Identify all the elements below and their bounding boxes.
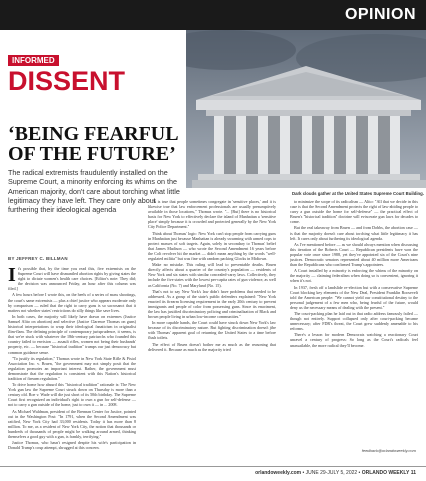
article-column-3 xyxy=(290,199,418,464)
footer-publication: ORLANDO WEEKLY xyxy=(361,470,410,476)
footer-text: orlandoweekly.com • JUNE 29-JULY 5, 2022 • ORLANDO WEEKLY 11 xyxy=(255,470,416,476)
paragraph: A Court installed by a minority is enforcing the whims of the minority on the majority — claiming federalism when doing so is convenient, ignoring it when it's not. xyxy=(290,268,418,284)
paragraph: A few hours before I wrote this, on the heels of a series of mass shootings, the court's same extremists — plus a chief justice who appears moderate only by comparison — ruled that the right to carry guns is so sacrosanct that it matters not whether states' restrictions do silly things like save lives. xyxy=(8,292,136,313)
building-illustration xyxy=(186,30,426,188)
article-column-2 xyxy=(148,199,276,464)
supreme-court-photo xyxy=(186,30,426,188)
paragraph: Make no mistake. This ruling will lead to preventable deaths. Bruen directly affects about a quarter of the country's population — residents of New York and six states with similar concealed-carry laws. Collectively, they include the five states with the lowest per-capita rates of gun violence, as well as California (No. 7) and Maryland (No. 15). xyxy=(148,262,276,288)
paragraph: That's not to say New York's law didn't have problems that needed to be addressed. As a group of the state's public defenders explained: "New York enacted its firearm licensing requirement in the early 20th century to prevent immigrants and people of color from possessing guns. Since its enactment, the law has justified discriminatory policing and criminalization of Black and brown people living in urban low-income communities." xyxy=(148,288,276,320)
paragraph: To drive home how absurd this "historical tradition" rationale is: The New York gun law the Supreme Court struck down on Thursday is more than a century old. Roe v. Wade will die just short of its 50th birthday. The Supreme Court first recognized an individual's right to own a gun for self-defense — not to carry a gun outside of the home, just to own it — in ... 2008. xyxy=(8,382,136,408)
paragraph: As Michael Waldman, president of the Brennan Center for Justice, pointed out in the Washington Post: "In 1791, when the Second Amendment was ratified, New York City had 33,000 residents. Today it has more than 8 million. To me, as a resident of New York City, the notion that thousands or hundreds of thousands of people might be walking around armed, thinking themselves a good guy with a gun, is frankly, terrifying." xyxy=(8,408,136,439)
section-header-bar xyxy=(0,0,426,30)
paragraph: The effect of Bruen doesn't bother me as much as the reasoning that delivered it. Because as much as the majority tried xyxy=(148,341,276,352)
paragraph: There's a lesson for modern Democrats watching a reactionary Court unravel a century of progress: So long as the Court's radicals feel unassailable, the more radical they'll become. xyxy=(290,332,418,348)
footer-issue: JUNE 29-JULY 5, 2022 xyxy=(305,470,358,476)
paragraph: But the real takeaway from Bruen — and from Dobbs, the abortion case — is that the majority doesn't care about torching what little legitimacy it has left. It cares only about furthering its ideological agenda. xyxy=(290,225,418,241)
logo-top-text: INFORMED xyxy=(8,55,59,66)
page-footer xyxy=(0,466,426,481)
photo-caption: Dark clouds gather at the United States Supreme Court Building. xyxy=(291,191,424,196)
byline: BY JEFFREY C. BILLMAN xyxy=(8,256,68,261)
paragraph: to minimize the scope of its radicalism — Alito: "All that we decide in this case is that the Second Amendment protects the right of law-abiding people to carry a gun outside the home for self-defense" — the practical effect of Bruen's "historical tradition" doctrine will eviscerate gun laws for decades to come. xyxy=(290,199,418,225)
deck: The radical extremists fraudulently installed on the Supreme Court, a minority enforcing its whims on the American majority, don't care about torching what little legitimacy they have left. They care only about furthering their ideological agenda xyxy=(8,168,180,215)
paragraph: As I've mentioned before — as we should always mention when discussing this iteration of the Roberts Court — Republican presidents have won the popular vote once since 1988, yet they've appointed six of the Court's nine justices. Democratic senators represented about 40 million more Americans than the Republicans who confirmed Trump's appointees. xyxy=(290,241,418,268)
paragraph: "It is true that people sometimes congregate in 'sensitive places,' and it is likewise true that law enforcement professionals are usually presumptively available in those locations," Thomas wrote. "... [But] there is no historical basis for New York to effectively declare the island of Manhattan a 'sensitive place' simply because it is crowded and protected generally by the New York City Police Department." xyxy=(148,199,276,230)
drop-cap: I xyxy=(8,266,16,286)
paragraph: It's possible that, by the time you read this, five extremists on the Supreme Court will have dismantled abortion rights by giving states the right to dictate women's health care choices. [Editor's note: They did; the decision was announced Friday, an hour after this column was filed.] xyxy=(8,266,136,292)
paragraph: In 1937, fresh off a landslide re-election but with a conservative Supreme Court blocking key elements of the New Deal, President Franklin Roosevelt told the American people: "We cannot yield our constitutional destiny to the personal judgement of a few men who, being fearful of the future, would deny us the necessary means of dealing with the present." xyxy=(290,284,418,310)
feedback-email[interactable]: feedback@orlandoweekly.com xyxy=(361,448,416,453)
paragraph: The court-packing plan he laid out in that radio address famously failed — though not entirely. Support collapsed only after court-packing became unnecessary; after FDR's threat, the Court grew suddenly amenable to his reforms. xyxy=(290,310,418,332)
paragraph: In more capable hands, the Court could have struck down New York's law because of its discriminatory nature. But fighting discrimination doesn't jibe with Thomas' apparent goal of returning the United States to a time before flush toilets. xyxy=(148,320,276,341)
logo-bottom-text: DISSENT xyxy=(8,66,126,96)
article-column-1 xyxy=(8,266,136,464)
paragraph: Think about Thomas' logic: New York can't stop people from carrying guns in Manhattan just because Manhattan is already swarming with armed cops to protect masses of soft targets. Again, solely in secondary to Thomas' belief that James Madison — who wrote the Second Amendment 16 years before the Colt revolver hit the market — didn't mean anything by the words "well-regulated militia" but was fine with random packing Glocks in Midtown. xyxy=(148,230,276,262)
paragraph: Justice Thomas, who hasn't resigned despite his wife's participation in Donald Trump's coup attempt, shrugged at this concern. xyxy=(8,440,136,451)
paragraph: "To justify its regulation," Thomas wrote in New York State Rifle & Pistol Association Inc. v. Bruen, "the government may not simply posit that the regulation promotes an important interest. Rather, the government must demonstrate that the regulation is consistent with this Nation's historical tradition of firearm regulation." xyxy=(8,355,136,381)
footer-site: orlandoweekly.com xyxy=(255,470,302,476)
paragraph: In both cases, the majority will likely have drawn on extremes (Justice Samuel Alito on abortion) and selective (Justice Clarence Thomas on guns) historical interpretations to wrap their ideological fanaticism in originalist flim-flam. The defining principle of contemporary jurisprudence, it seems, is that we're stuck with whatever the 18th-century patriarchs who founded this country failed to envision — assault rifles, women not being their husbands' property, etc. — because "historical tradition" trumps our just democracy but common guidance sense. xyxy=(8,313,136,355)
section-label: OPINION xyxy=(344,6,416,23)
headline: ‘BEING FEARFUL OF THE FUTURE’ xyxy=(8,123,178,165)
column-logo xyxy=(8,50,126,102)
footer-page-number: 11 xyxy=(410,470,416,476)
